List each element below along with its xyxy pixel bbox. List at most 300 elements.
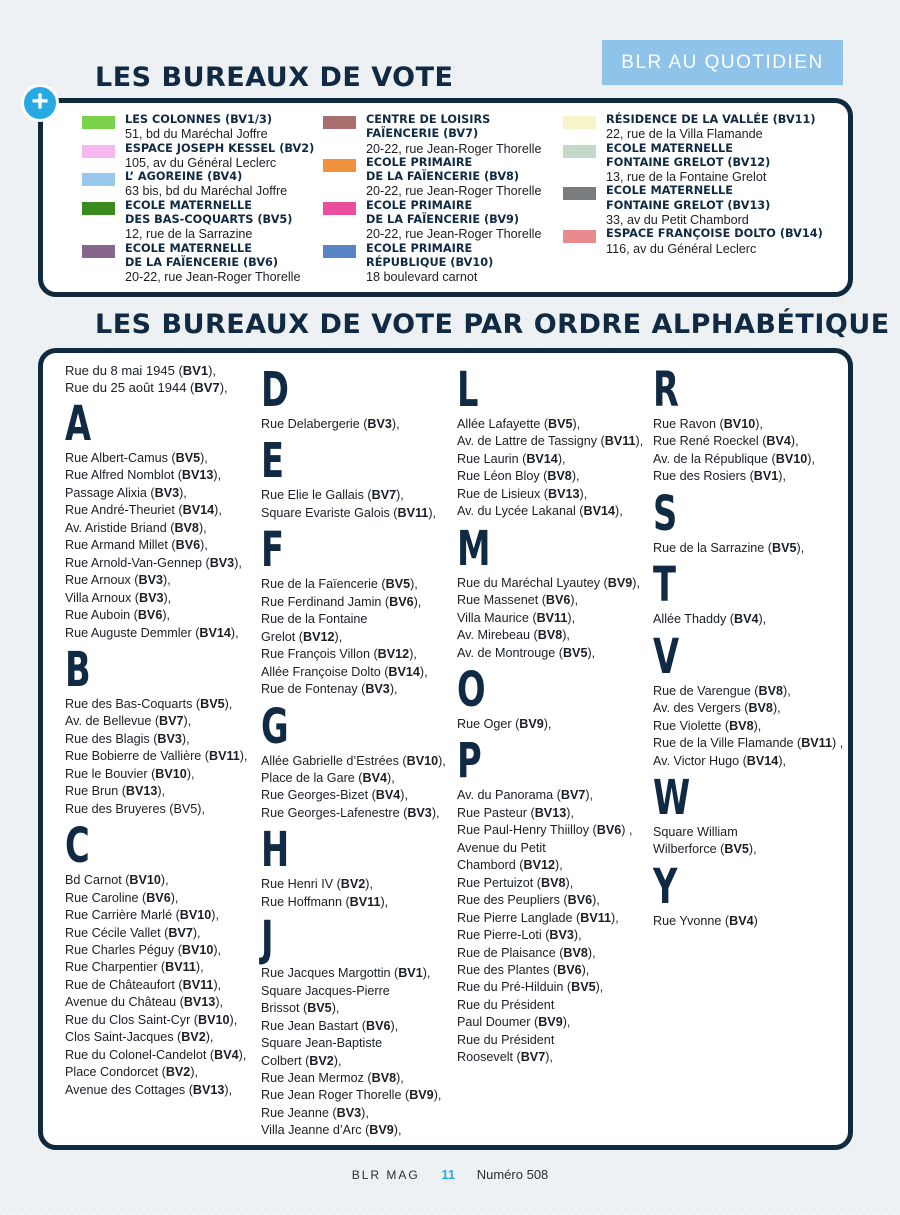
alpha-column — [65, 362, 261, 1099]
bv-code: BV6 — [146, 890, 171, 905]
bv-code: BV10 — [155, 766, 187, 781]
street-suffix: ), — [635, 434, 644, 449]
street-entry — [65, 607, 261, 624]
street-entry — [65, 1064, 261, 1081]
legend-column — [82, 113, 314, 285]
street-name: Rue André-Theuriet ( — [65, 503, 183, 518]
street-name: Rue de Lisieux ( — [457, 486, 549, 501]
bv-code: BV5 — [548, 417, 573, 431]
street-entry — [457, 979, 653, 996]
street-entry — [261, 965, 457, 982]
bv-code: BV5 — [571, 980, 596, 995]
bv-code: BV8 — [729, 718, 754, 733]
street-name: Rue Delabergerie ( — [261, 417, 368, 431]
street-entry — [457, 592, 653, 609]
bv-code: BV11 — [208, 749, 240, 764]
polling-station-name: LES COLONNES (BV1/3) — [125, 113, 273, 126]
street-entry — [261, 505, 457, 522]
street-suffix: ), — [200, 451, 208, 465]
letter-heading: H — [261, 822, 290, 879]
street-name: Rue des Plantes ( — [457, 962, 558, 977]
bv-code: BV3 — [407, 805, 432, 820]
street-name: Av. des Vergers ( — [653, 701, 749, 716]
street-suffix: ), — [389, 682, 398, 697]
street-entry — [261, 1035, 457, 1052]
street-suffix: ), — [205, 1030, 214, 1045]
street-name: Rue Yvonne ( — [653, 913, 730, 928]
legend-item — [323, 199, 541, 242]
bv-code: BV3 — [549, 928, 574, 943]
street-suffix: ), — [215, 995, 224, 1010]
street-name: Av. de Montrouge ( — [457, 645, 563, 660]
street-name: Rue du Président — [457, 997, 555, 1012]
street-name: Villa Jeanne d’Arc ( — [261, 1123, 370, 1138]
street-name: Av. Victor Hugo ( — [653, 753, 747, 768]
street-suffix: ), — [214, 503, 222, 518]
letter-heading: M — [457, 520, 491, 577]
street-name: Passage Alixia ( — [65, 485, 155, 500]
street-entry — [261, 787, 457, 804]
street-name: Rue Pasteur ( — [457, 805, 535, 820]
color-swatch — [323, 116, 356, 129]
street-name: Rue Massenet ( — [457, 593, 546, 608]
bv-code: BV12 — [303, 629, 335, 644]
street-entry — [261, 594, 457, 611]
color-swatch — [323, 202, 356, 215]
street-name: Rue Arnoux ( — [65, 573, 139, 588]
street-name: Wilberforce ( — [653, 842, 725, 857]
letter-heading: B — [65, 641, 91, 698]
street-name: Rue Pierre Langlade ( — [457, 910, 581, 925]
street-suffix: ), — [783, 683, 791, 698]
bv-code: BV9 — [519, 716, 544, 731]
street-entry — [457, 575, 653, 592]
bv-code: BV8 — [748, 701, 773, 716]
street-entry — [65, 994, 261, 1011]
bv-code: BV13 — [125, 784, 158, 799]
street-suffix: ), — [361, 1105, 369, 1120]
alpha-column — [261, 362, 457, 1140]
street-entry — [457, 805, 653, 822]
street-name: Rue Arnold-Van-Gennep ( — [65, 555, 210, 570]
letter-heading: Y — [653, 858, 678, 915]
street-entry — [65, 925, 261, 942]
bv-code: BV5 — [724, 842, 749, 857]
bv-code: BV6 — [175, 538, 201, 553]
street-name: Rue Henri IV ( — [261, 877, 341, 892]
color-swatch — [563, 187, 596, 200]
street-suffix: ), — [195, 960, 204, 975]
legend-item — [82, 142, 314, 171]
street-entry — [65, 942, 261, 959]
street-suffix: ), — [422, 966, 431, 981]
street-entry — [261, 681, 457, 698]
street-name: Rue de Varengue ( — [653, 683, 759, 698]
street-suffix: ), — [170, 890, 179, 905]
street-suffix: ), — [387, 770, 395, 785]
street-entry — [261, 611, 457, 628]
bv-code: BV10 — [197, 1012, 230, 1027]
street-entry — [65, 555, 261, 572]
street-entry — [65, 520, 261, 537]
street-name: Roosevelt ( — [457, 1050, 521, 1065]
street-suffix: ), — [400, 788, 408, 803]
bv-code: BV6 — [557, 962, 582, 977]
polling-station-name: ECOLE PRIMAIRE DE LA FAÏENCERIE (BV9) — [366, 198, 520, 227]
bv-code: BV13 — [534, 805, 567, 820]
bv-code: BV11 — [536, 610, 568, 625]
bv-code: BV4 — [375, 788, 401, 803]
legend-item — [82, 199, 314, 242]
polling-station-address: 12, rue de la Sarrazine — [125, 227, 253, 242]
street-suffix: ), — [778, 753, 787, 768]
street-entry — [65, 1082, 261, 1099]
street-name: Av. de la République ( — [653, 451, 776, 466]
street-entry — [653, 468, 849, 485]
street-name: Rue Pierre-Loti ( — [457, 928, 550, 943]
bv-code: BV13 — [548, 486, 580, 501]
polling-station-name: ECOLE MATERNELLE DE LA FAÏENCERIE (BV6) — [125, 241, 279, 269]
street-suffix: ), — [192, 925, 201, 940]
street-name: Allée Gabrielle d’Estrées ( — [261, 753, 407, 768]
street-name: Rue du 8 mai 1945 ( — [65, 363, 183, 378]
street-name: Allée Thaddy ( — [653, 612, 734, 627]
bv-code: BV7 — [520, 1050, 546, 1065]
street-suffix: ), — [778, 469, 786, 484]
street-name: Rue Georges-Lafenestre ( — [261, 805, 408, 820]
street-suffix: ), — [409, 647, 417, 662]
bv-code: BV11 — [349, 894, 381, 909]
street-entry — [457, 503, 653, 520]
street-entry — [65, 485, 261, 502]
street-entry — [653, 824, 849, 841]
bv-code: BV2 — [181, 1030, 206, 1045]
street-entry — [65, 450, 261, 467]
street-suffix: ), — [571, 469, 580, 484]
street-name: Rue Laurin ( — [457, 451, 527, 466]
street-entry — [261, 487, 457, 504]
street-name: Rue Jacques Margottin ( — [261, 966, 399, 981]
polling-station-name: ECOLE MATERNELLE DES BAS-COQUARTS (BV5) — [125, 198, 293, 227]
street-suffix: ), — [565, 875, 574, 890]
street-entry — [65, 537, 261, 554]
section-tag: BLR AU QUOTIDIEN — [602, 40, 843, 85]
street-name: Place Condorcet ( — [65, 1065, 166, 1080]
street-entry — [457, 468, 653, 485]
street-entry — [457, 962, 653, 979]
street-entry — [653, 841, 849, 858]
polling-station-name: RÉSIDENCE DE LA VALLÉE (BV11) — [606, 113, 816, 126]
bv-code: BV8 — [541, 875, 566, 890]
street-name: Rue Brun ( — [65, 784, 126, 799]
bv-code: BV8 — [563, 945, 588, 960]
street-name: Rue des Bruyeres (BV5), — [65, 801, 205, 816]
street-entry — [65, 801, 261, 818]
street-suffix: ), — [570, 593, 579, 608]
street-entry — [261, 770, 457, 787]
street-entry — [457, 997, 653, 1014]
street-entry — [457, 875, 653, 892]
street-name: Villa Maurice ( — [457, 610, 537, 625]
street-entry — [457, 433, 653, 450]
street-entry — [65, 362, 261, 379]
street-name: Rue Auguste Demmler ( — [65, 625, 200, 640]
street-entry — [457, 451, 653, 468]
legend-column — [323, 113, 541, 285]
street-entry — [653, 611, 849, 628]
bv-code: BV2 — [309, 1053, 334, 1068]
bv-code: BV2 — [165, 1065, 191, 1080]
letter-heading: O — [457, 661, 486, 718]
legend-item — [563, 184, 823, 227]
street-name: Av. du Lycée Lakanal ( — [457, 504, 584, 519]
street-suffix: ), — [208, 363, 217, 378]
street-entry — [65, 872, 261, 889]
street-name: Avenue du Château ( — [65, 995, 184, 1010]
page-title: LES BUREAUX DE VOTE — [95, 62, 454, 93]
page-number: 11 — [441, 1167, 456, 1182]
street-suffix: ), — [545, 1050, 553, 1065]
legend-item — [323, 156, 541, 199]
street-suffix: ), — [224, 696, 233, 711]
bv-code: BV6 — [567, 893, 593, 908]
street-entry — [457, 822, 653, 839]
street-entry — [653, 913, 849, 930]
street-name: Rue des Peupliers ( — [457, 893, 568, 908]
letter-heading: P — [457, 733, 482, 790]
street-name: Rue Carrière Marlé ( — [65, 908, 180, 923]
street-suffix: ), — [807, 451, 815, 466]
street-name: Rue de Fontenay ( — [261, 682, 366, 697]
street-name: Rue Hoffmann ( — [261, 894, 350, 909]
polling-station-name: CENTRE DE LOISIRS FAÏENCERIE (BV7) — [366, 113, 491, 141]
bv-code: BV9 — [538, 1015, 563, 1030]
street-entry — [457, 892, 653, 909]
bv-code: BV14 — [199, 625, 231, 640]
street-name: Square William — [653, 824, 738, 839]
street-suffix: ), — [790, 434, 799, 449]
bv-code: BV11 — [604, 434, 636, 449]
bv-code: BV6 — [596, 823, 622, 838]
polling-station-name: L’ AGOREINE (BV4) — [125, 170, 243, 184]
street-suffix: ), — [163, 573, 171, 588]
street-name: Rue Jean Roger Thorelle ( — [261, 1088, 410, 1103]
bv-code: BV11 — [801, 736, 832, 751]
street-suffix: ), — [190, 1065, 199, 1080]
street-entry — [65, 959, 261, 976]
street-suffix: ) — [753, 913, 758, 928]
street-name: Rue Bobierre de Vallière ( — [65, 749, 209, 764]
street-suffix: ), — [413, 594, 422, 609]
footer-brand: BLR MAG — [351, 1168, 420, 1182]
street-entry — [653, 540, 849, 557]
street-suffix: ), — [224, 1082, 233, 1097]
street-name: Allée Lafayette ( — [457, 417, 549, 431]
letter-heading: G — [261, 698, 289, 755]
legend-item — [82, 242, 314, 285]
bv-code: BV8 — [758, 683, 783, 698]
street-suffix: ), — [333, 1053, 342, 1068]
street-name: Bd Carnot ( — [65, 873, 130, 888]
street-entry — [653, 753, 849, 770]
street-name: Rue du Pré-Hilduin ( — [457, 980, 572, 995]
letter-heading: W — [653, 769, 691, 826]
letter-heading: T — [653, 557, 676, 614]
street-name: Av. de Bellevue ( — [65, 714, 160, 729]
polling-station-address: 33, av du Petit Chambord — [606, 213, 749, 228]
street-entry — [65, 977, 261, 994]
legend-item — [563, 227, 823, 256]
street-suffix: ), — [587, 645, 596, 660]
street-name: Rue Cécile Vallet ( — [65, 925, 169, 940]
street-entry — [261, 805, 457, 822]
street-name: Rue René Roeckel ( — [653, 434, 767, 449]
street-suffix: ), — [557, 451, 566, 466]
street-name: Rue du Maréchal Lyautey ( — [457, 575, 608, 590]
polling-station-name: ECOLE PRIMAIRE RÉPUBLIQUE (BV10) — [366, 241, 494, 269]
street-name: Rue de la Ville Flamande ( — [653, 736, 802, 751]
bv-code: BV8 — [537, 628, 563, 643]
bv-code: BV3 — [138, 573, 164, 588]
street-suffix: ), — [162, 608, 171, 623]
street-suffix: ), — [160, 873, 169, 888]
bv-code: BV6 — [545, 593, 571, 608]
bv-code: BV2 — [340, 877, 366, 892]
polling-station-name: ESPACE JOSEPH KESSEL (BV2) — [125, 141, 315, 155]
street-entry — [261, 1000, 457, 1017]
bv-code: BV5 — [200, 696, 225, 711]
street-entry — [65, 783, 261, 800]
street-name: Rue Ravon ( — [653, 417, 724, 431]
letter-heading: A — [65, 396, 92, 452]
street-name: Rue Alfred Nomblot ( — [65, 468, 182, 483]
polling-station-address: 13, rue de la Fontaine Grelot — [606, 170, 767, 185]
street-entry — [261, 576, 457, 593]
street-suffix: ), — [157, 784, 166, 799]
street-suffix: ), — [611, 910, 619, 925]
bv-code: BV1 — [398, 966, 423, 981]
street-entry — [457, 716, 653, 733]
bv-code: BV11 — [397, 505, 429, 520]
street-name: Rue François Villon ( — [261, 647, 378, 662]
street-name: Rue Léon Bloy ( — [457, 469, 548, 484]
color-swatch — [82, 145, 115, 158]
polling-station-address: 105, av du Général Leclerc — [125, 155, 277, 170]
bv-code: BV4 — [362, 770, 388, 785]
polling-station-name: ECOLE MATERNELLE FONTAINE GRELOT (BV12) — [606, 141, 771, 169]
street-name: Brissot ( — [261, 1001, 308, 1016]
street-entry — [65, 1047, 261, 1064]
alpha-column — [653, 362, 849, 930]
street-name: Rue des Bas-Coquarts ( — [65, 696, 201, 711]
bv-code: BV8 — [371, 1070, 397, 1085]
polling-station-address: 116, av du Général Leclerc — [606, 241, 757, 256]
street-name: Square Jean-Baptiste — [261, 1036, 383, 1051]
polling-station-name: ECOLE MATERNELLE FONTAINE GRELOT (BV13) — [606, 184, 771, 212]
street-name: Av. Aristide Briand ( — [65, 520, 175, 535]
street-suffix: ), — [748, 842, 757, 857]
street-suffix: ), — [229, 1012, 238, 1027]
street-suffix: ), — [562, 1015, 571, 1030]
street-suffix: ), — [592, 893, 600, 908]
street-entry — [261, 664, 457, 681]
bv-code: BV10 — [129, 873, 161, 888]
bv-code: BV4 — [729, 913, 754, 928]
street-suffix: ), — [390, 1018, 399, 1033]
street-name: Paul Doumer ( — [457, 1015, 539, 1030]
street-name: Rue Jeanne ( — [261, 1105, 337, 1120]
street-entry — [261, 1070, 457, 1087]
street-name: Rue Caroline ( — [65, 890, 147, 905]
street-name: Rue le Bouvier ( — [65, 766, 156, 781]
color-swatch — [82, 173, 115, 186]
letter-heading: D — [261, 362, 289, 418]
street-suffix: ), — [428, 505, 437, 520]
street-entry — [65, 731, 261, 748]
street-suffix: ), — [163, 590, 172, 605]
street-entry — [457, 486, 653, 503]
street-suffix: ), — [566, 805, 574, 820]
street-suffix: ), — [396, 488, 404, 503]
legend-item — [563, 142, 823, 185]
bv-code: BV10 — [181, 942, 214, 957]
legend-item — [323, 113, 541, 156]
street-entry — [457, 910, 653, 927]
street-name: Rue Jean Bastart ( — [261, 1018, 366, 1033]
legend-item — [82, 170, 314, 199]
street-name: Allée Françoise Dolto ( — [261, 664, 389, 679]
alphabetical-title: LES BUREAUX DE VOTE PAR ORDRE ALPHABÉTIQUE — [95, 309, 890, 340]
color-swatch — [323, 159, 356, 172]
street-name: Av. de Lattre de Tassigny ( — [457, 434, 605, 449]
street-entry — [65, 467, 261, 484]
bv-code: BV12 — [523, 858, 556, 873]
color-swatch — [563, 145, 596, 158]
street-suffix: ), — [396, 1070, 404, 1085]
street-entry — [65, 379, 261, 396]
bv-code: BV3 — [157, 731, 182, 746]
letter-heading: C — [65, 818, 90, 875]
bv-code: BV7 — [560, 788, 586, 803]
bv-code: BV3 — [138, 590, 164, 605]
street-entry — [261, 646, 457, 663]
street-suffix: ), — [391, 417, 400, 431]
street-entry — [457, 610, 653, 627]
legend-item — [82, 113, 314, 142]
street-name: Rue du Président — [457, 1032, 555, 1047]
color-swatch — [82, 116, 115, 129]
page-footer — [0, 1167, 900, 1182]
street-entry — [65, 1012, 261, 1029]
street-suffix: ), — [579, 486, 588, 501]
street-entry — [653, 416, 849, 433]
letter-heading: J — [261, 911, 274, 968]
street-entry — [653, 433, 849, 450]
street-name: Rue du Clos Saint-Cyr ( — [65, 1012, 198, 1027]
street-name: Villa Arnoux ( — [65, 590, 139, 605]
bv-code: BV6 — [366, 1018, 391, 1033]
legend-item — [323, 242, 541, 285]
color-swatch — [82, 245, 115, 258]
street-name: Av. Mirebeau ( — [457, 628, 538, 643]
street-suffix: ), — [234, 555, 242, 570]
letter-heading: F — [261, 522, 285, 579]
street-entry — [261, 876, 457, 893]
bv-code: BV8 — [174, 520, 199, 535]
legend-column — [563, 113, 823, 256]
bv-code: BV7 — [371, 488, 397, 503]
street-entry — [457, 1032, 653, 1049]
